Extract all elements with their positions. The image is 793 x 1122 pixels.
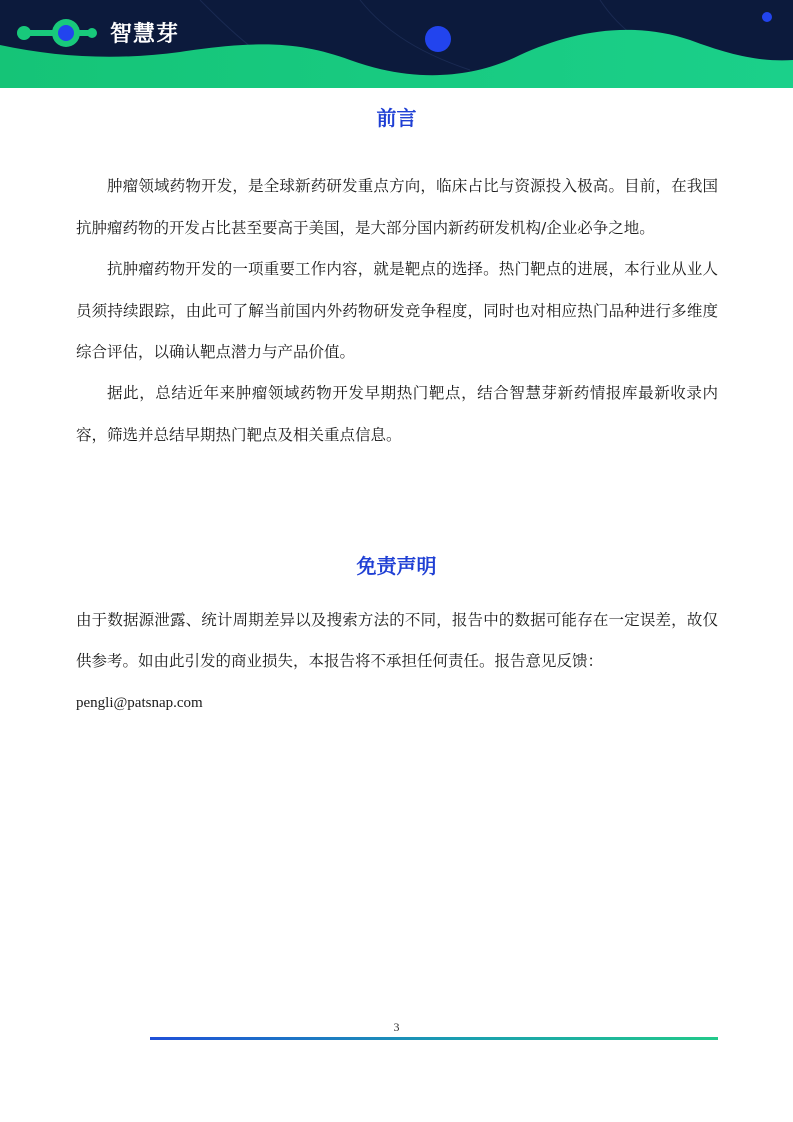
preface-title: 前言: [376, 106, 417, 130]
brand-name: 智慧芽: [110, 22, 180, 47]
disclaimer-body: 由于数据源泄露、统计周期差异以及搜索方法的不同，报告中的数据可能存在一定误差，故仅供参考。如由此引发的商业损失，本报告将不承担任何责任。报告意见反馈：: [76, 611, 718, 670]
feedback-email-link[interactable]: pengli@patsnap.com: [76, 695, 203, 711]
decor-blue-dot-icon: [425, 26, 451, 52]
disclaimer-text: [76, 600, 718, 724]
footer-divider: [150, 1037, 718, 1040]
page-number: 3: [393, 1020, 400, 1034]
page-header: [0, 0, 793, 92]
preface-paragraph-3: 据此，总结近年来肿瘤领域药物开发早期热门靶点，结合智慧芽新药情报库最新收录内容，筛选并总结早期热门靶点及相关重点信息。: [76, 384, 718, 444]
preface-paragraph-2: 抗肿瘤药物开发的一项重要工作内容，就是靶点的选择。热门靶点的进展，本行业从业人员须持续跟踪，由此可了解当前国内外药物研发竞争程度，同时也对相应热门品种进行多维度综合评估，以确认靶点潜力与产品价值。: [76, 260, 718, 361]
preface-paragraph-1: 肿瘤领域药物开发，是全球新药研发重点方向，临床占比与资源投入极高。目前，在我国抗肿瘤药物的开发占比甚至要高于美国，是大部分国内新药研发机构/企业必争之地。: [76, 177, 718, 237]
decor-small-dot-icon: [762, 12, 772, 22]
disclaimer-title: 免责声明: [356, 554, 437, 578]
